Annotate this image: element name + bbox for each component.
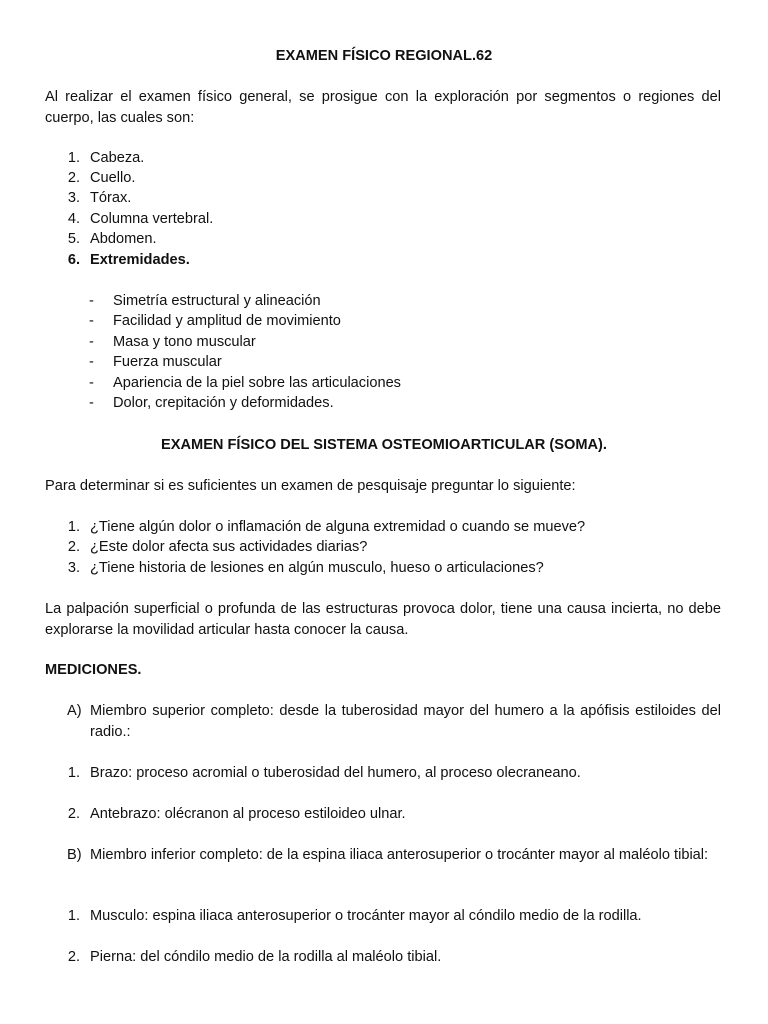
mediciones-heading: MEDICIONES. bbox=[45, 662, 142, 678]
intro-paragraph: Al realizar el examen físico general, se prosigue con la exploración por segmentos o regiones del cuerpo, las cuales son: bbox=[45, 89, 721, 126]
title-regional: EXAMEN FÍSICO REGIONAL.62 bbox=[275, 48, 493, 64]
item-a-marker: A) bbox=[67, 703, 82, 719]
item-b-text: Miembro inferior completo: de la espina iliaca anterosuperior o trocánter mayor al maléolo tibial: bbox=[90, 847, 709, 863]
item-a-text: Miembro superior completo: desde la tuberosidad mayor del humero a la apófisis estiloides del radio.: bbox=[90, 703, 721, 740]
document-page: EXAMEN FÍSICO REGIONAL.62 Al realizar el examen físico general, se prosigue con la exploración por segmentos o regiones del cuerpo, las cuales son: 1. Cabeza. 2. Cuello. 3. Tórax. 4. Columna vertebral. 5. Abdomen. 6. Extremidades. - Simetría estructural y alineación - Facilidad y amplitud de movimiento - Masa y tono muscular - Fuerza muscular - Apariencia de la piel sobre las articulaciones - Dolor, crepitación y deformidades. EXAMEN FÍSICO DEL SISTEMA OSTEOMIOARTICULAR (SOMA). Para determinar si es suficientes un examen de pesquisaje preguntar lo siguiente: 1. ¿Tiene algún dolor o inflamación de alguna extremidad o cuando se mueve? 2. ¿Este dolor afecta sus actividades diarias? 3. ¿Tiene historia de lesiones en algún musculo, hueso o articulaciones? La palpación superficial o profunda de las estructuras provoca dolor, tiene una causa incierta, no debe explorarse la movilidad articular hasta conocer la causa. MEDICIONES. A) Miembro superior completo: desde la tuberosidad mayor del humero a la apófisis estiloides del radio.: 1. Brazo: proceso acromial o tuberosidad del humero, al proceso olecraneano. 2. Antebrazo: olécranon al proceso estiloideo ulnar. B) Miembro inferior completo: de la espina iliaca anterosuperior o trocánter mayor al maléolo tibial: 1. Musculo: espina iliaca anterosuperior o trocánter mayor al cóndilo medio de la rodilla. 2. Pierna: del cóndilo medio de la rodilla al maléolo tibial. bbox=[0, 0, 768, 1024]
palpacion-paragraph: La palpación superficial o profunda de las estructuras provoca dolor, tiene una causa incierta, no debe explorarse la movilidad articular hasta conocer la causa. bbox=[45, 601, 721, 638]
item-b-marker: B) bbox=[67, 847, 82, 863]
title-soma: EXAMEN FÍSICO DEL SISTEMA OSTEOMIOARTICULAR (SOMA). bbox=[161, 437, 607, 453]
soma-intro: Para determinar si es suficientes un examen de pesquisaje preguntar lo siguiente: bbox=[45, 478, 576, 494]
